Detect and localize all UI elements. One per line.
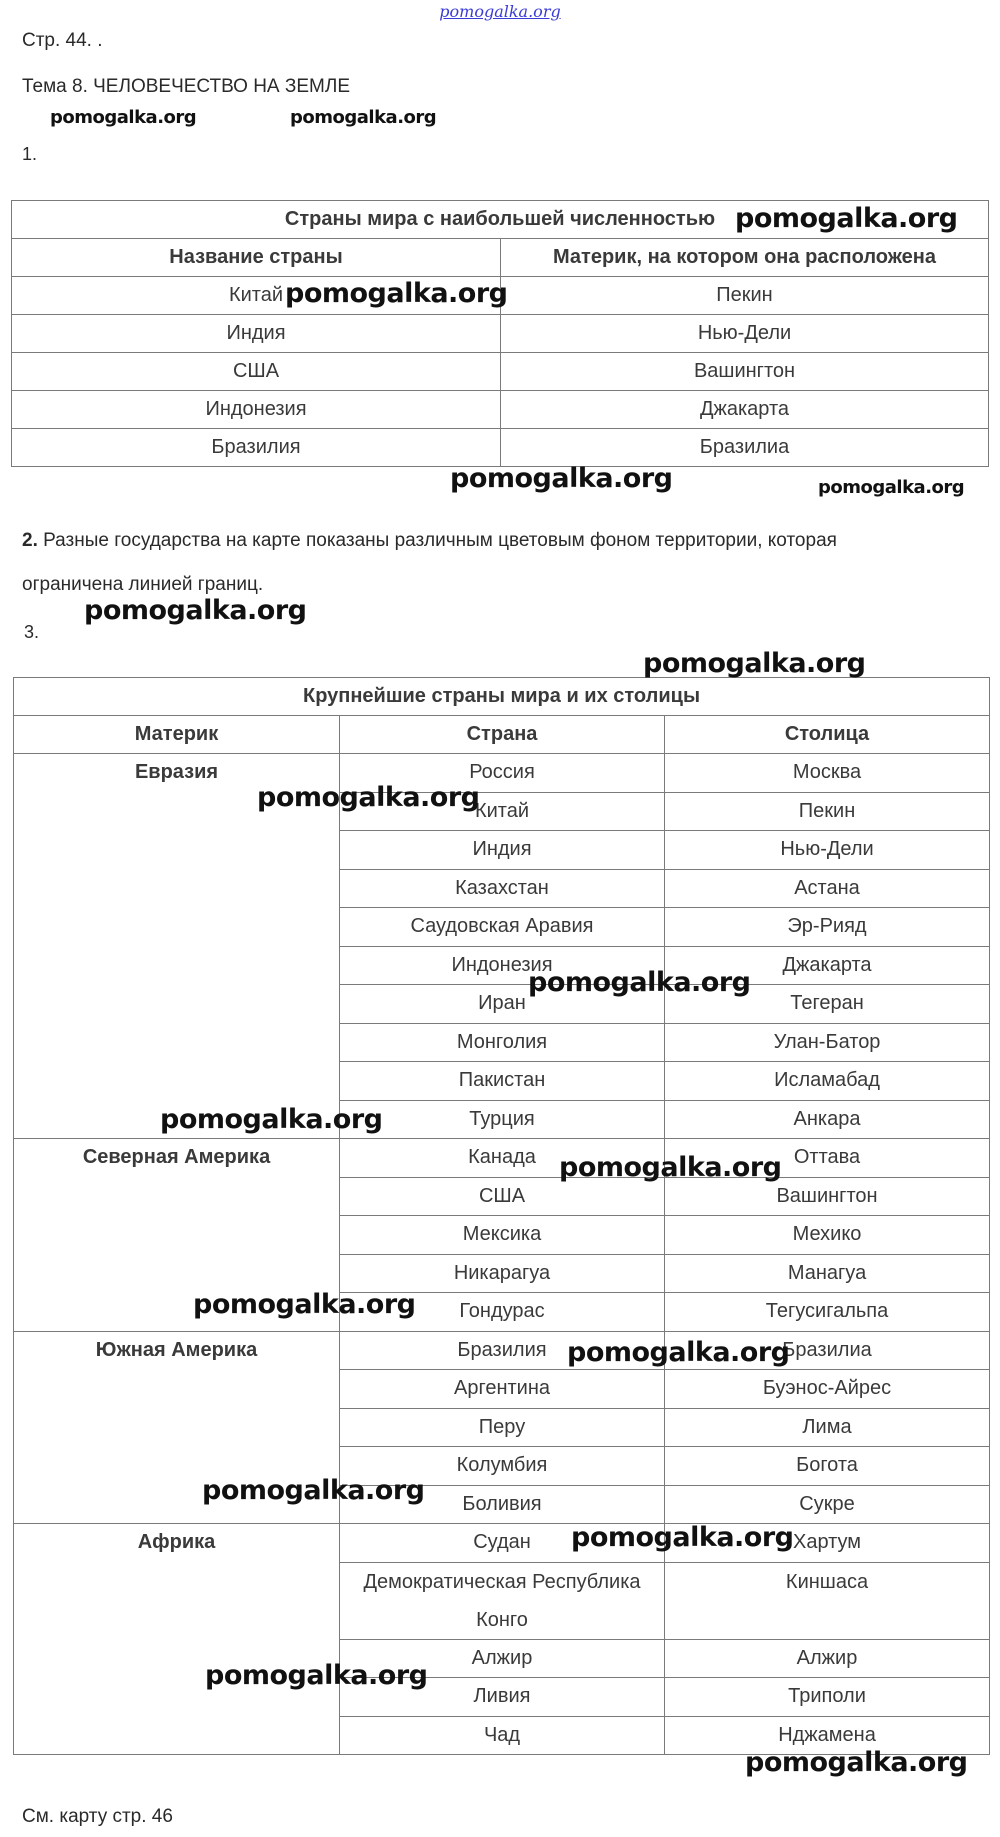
capital-cell: Тегусигальпа <box>665 1293 990 1332</box>
capital-cell: Джакарта <box>665 946 990 985</box>
country-cell: Иран <box>340 985 665 1024</box>
question-2-number: 2. <box>22 530 38 551</box>
country-cell: Индонезия <box>12 391 501 429</box>
country-cell: Китай <box>12 277 501 315</box>
topic-title: Тема 8. ЧЕЛОВЕЧЕСТВО НА ЗЕМЛЕ <box>22 76 350 97</box>
watermark: pomogalka.org <box>735 203 958 234</box>
capital-cell: Москва <box>665 754 990 793</box>
continent-cell: Северная Америка <box>14 1139 340 1332</box>
table-title: Крупнейшие страны мира и их столицы <box>14 678 990 716</box>
question-2-text: Разные государства на карте показаны различным цветовым фоном территории, которая <box>43 530 837 551</box>
country-cell: Мексика <box>340 1216 665 1255</box>
watermark: pomogalka.org <box>257 782 480 813</box>
capital-cell: Эр-Рияд <box>665 908 990 947</box>
watermark: pomogalka.org <box>818 477 965 498</box>
capital-cell: Богота <box>665 1447 990 1486</box>
table-row <box>14 1331 990 1370</box>
column-header: Название страны <box>12 239 501 277</box>
capital-cell: Буэнос-Айрес <box>665 1370 990 1409</box>
question-2-line2: ограничена линией границ. <box>22 574 264 595</box>
country-cell: Чад <box>340 1716 665 1755</box>
country-cell: США <box>12 353 501 391</box>
watermark: pomogalka.org <box>567 1337 790 1368</box>
watermark: pomogalka.org <box>450 463 673 494</box>
country-cell: Ливия <box>340 1678 665 1717</box>
capital-cell: Пекин <box>665 792 990 831</box>
capital-cell: Триполи <box>665 1678 990 1717</box>
capital-cell: Астана <box>665 869 990 908</box>
watermark: pomogalka.org <box>290 107 437 128</box>
country-cell: Монголия <box>340 1023 665 1062</box>
capital-cell: Вашингтон <box>501 353 989 391</box>
watermark: pomogalka.org <box>643 648 866 679</box>
country-cell: Саудовская Аравия <box>340 908 665 947</box>
capital-cell: Мехико <box>665 1216 990 1255</box>
capital-cell: Бразилиа <box>501 429 989 467</box>
table-row <box>14 754 990 793</box>
capital-cell: Исламабад <box>665 1062 990 1101</box>
capital-cell: Бразилиа <box>665 1331 990 1370</box>
country-cell: Судан <box>340 1524 665 1563</box>
capital-cell: Оттава <box>665 1139 990 1178</box>
capital-cell: Пекин <box>501 277 989 315</box>
watermark: pomogalka.org <box>160 1104 383 1135</box>
capital-cell: Нью-Дели <box>501 315 989 353</box>
question-1-number: 1. <box>22 144 38 164</box>
country-cell: Индия <box>340 831 665 870</box>
capital-cell: Лима <box>665 1408 990 1447</box>
country-cell: Россия <box>340 754 665 793</box>
footer-note: См. карту стр. 46 <box>22 1806 173 1827</box>
continent-cell: Африка <box>14 1524 340 1755</box>
country-cell: Канада <box>340 1139 665 1178</box>
capital-cell: Вашингтон <box>665 1177 990 1216</box>
column-header: Материк <box>14 716 340 754</box>
capital-cell: Сукре <box>665 1485 990 1524</box>
capital-cell: Нджамена <box>665 1716 990 1755</box>
page-number: Стр. 44. . <box>22 30 103 51</box>
capital-cell: Джакарта <box>501 391 989 429</box>
table-row <box>12 429 989 467</box>
country-cell: Индия <box>12 315 501 353</box>
country-cell: Бразилия <box>12 429 501 467</box>
country-cell: Аргентина <box>340 1370 665 1409</box>
capital-cell: Хартум <box>665 1524 990 1563</box>
country-cell: Боливия <box>340 1485 665 1524</box>
capital-cell: Манагуа <box>665 1254 990 1293</box>
country-cell: Перу <box>340 1408 665 1447</box>
table-row <box>12 391 989 429</box>
question-3-number: 3. <box>24 622 40 642</box>
country-cell: Индонезия <box>340 946 665 985</box>
column-header: Страна <box>340 716 665 754</box>
country-cell: Турция <box>340 1100 665 1139</box>
capital-cell: Тегеран <box>665 985 990 1024</box>
watermark: pomogalka.org <box>528 967 751 998</box>
watermark: pomogalka.org <box>84 595 307 626</box>
country-cell: США <box>340 1177 665 1216</box>
continent-cell: Евразия <box>14 754 340 1139</box>
country-cell: Бразилия <box>340 1331 665 1370</box>
watermark: pomogalka.org <box>745 1747 968 1778</box>
country-cell: Колумбия <box>340 1447 665 1486</box>
continent-cell: Южная Америка <box>14 1331 340 1524</box>
country-cell: Китай <box>340 792 665 831</box>
capital-cell: Улан-Батор <box>665 1023 990 1062</box>
table-row <box>12 353 989 391</box>
capital-cell: Алжир <box>665 1639 990 1678</box>
capitals-table <box>13 677 990 1755</box>
table-row <box>14 1139 990 1178</box>
watermark: pomogalka.org <box>193 1289 416 1320</box>
capital-cell: Анкара <box>665 1100 990 1139</box>
column-header: Материк, на котором она расположена <box>501 239 989 277</box>
capital-cell: Киншаса <box>665 1562 990 1639</box>
site-link[interactable]: pomogalka.org <box>439 2 561 21</box>
watermark: pomogalka.org <box>571 1522 794 1553</box>
watermark: pomogalka.org <box>202 1475 425 1506</box>
watermark: pomogalka.org <box>205 1660 428 1691</box>
column-header: Столица <box>665 716 990 754</box>
country-cell: Пакистан <box>340 1062 665 1101</box>
watermark: pomogalka.org <box>559 1152 782 1183</box>
watermark: pomogalka.org <box>285 278 508 309</box>
table-title: Страны мира с наибольшей численностью <box>12 201 989 239</box>
watermark: pomogalka.org <box>50 107 197 128</box>
country-cell: Казахстан <box>340 869 665 908</box>
country-cell: Демократическая Республика Конго <box>340 1562 665 1639</box>
table-row <box>12 315 989 353</box>
population-table <box>11 200 989 467</box>
country-cell: Гондурас <box>340 1293 665 1332</box>
country-cell: Алжир <box>340 1639 665 1678</box>
country-cell: Никарагуа <box>340 1254 665 1293</box>
capital-cell: Нью-Дели <box>665 831 990 870</box>
table-row <box>14 1524 990 1563</box>
question-2-line1 <box>22 530 992 552</box>
